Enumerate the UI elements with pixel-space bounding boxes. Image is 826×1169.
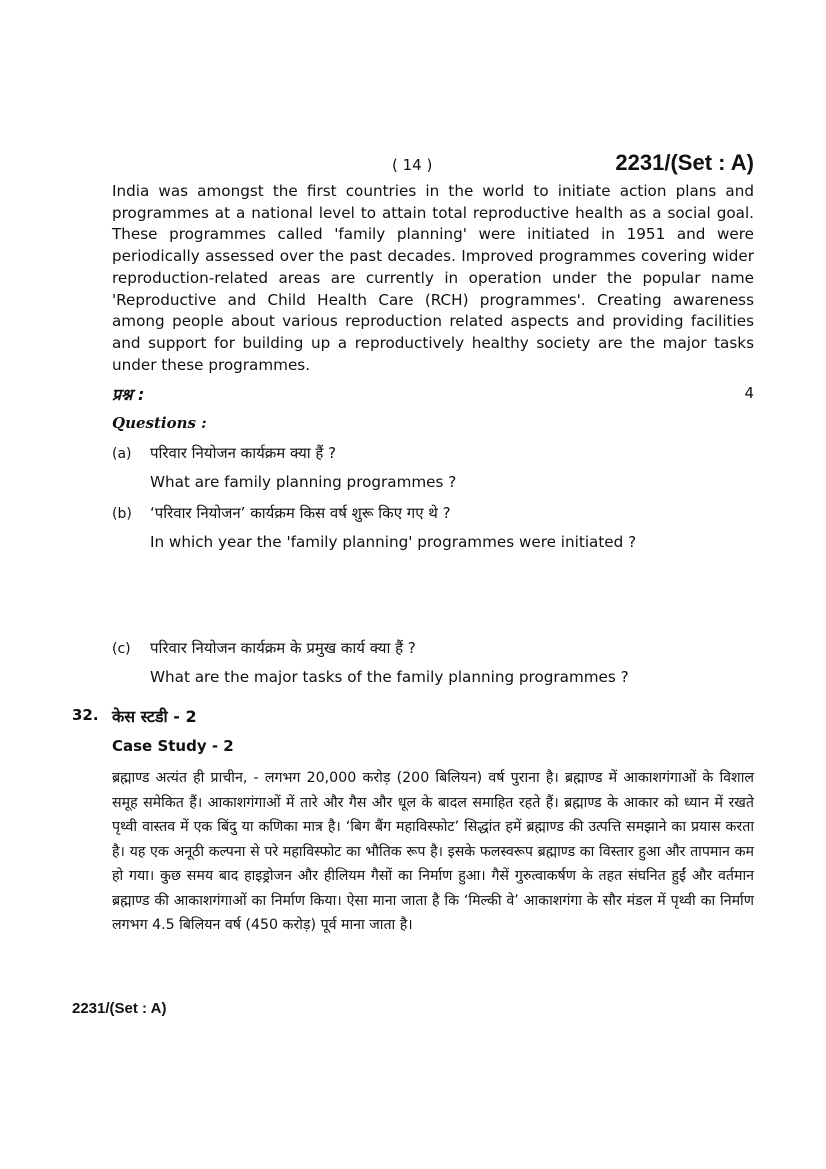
paper-code-footer: 2231/(Set : A) (72, 1000, 167, 1017)
question-a-english: What are family planning programmes ? (150, 473, 457, 491)
question-b-english: In which year the 'family planning' programmes were initiated ? (150, 533, 637, 551)
question-32-number: 32. (72, 706, 99, 724)
question-c-hindi: परिवार नियोजन कार्यक्रम के प्रमुख कार्य क्या हैं ? (150, 639, 416, 657)
paper-code-header: 2231/(Set : A) (615, 150, 754, 175)
question-b-hindi: ‘परिवार नियोजन’ कार्यक्रम किस वर्ष शुरू किए गए थे ? (150, 504, 451, 522)
case-study-title-hindi: केस स्टडी - 2 (112, 707, 197, 726)
page-number: ( 14 ) (392, 156, 433, 174)
passage-family-planning: India was amongst the first countries in the world to initiate action plans and programmes at a national level to attain total reproductive health as a social goal. These programmes called 'family planning' were initiated in 1951 and were periodically assessed over the past decades. Improved programmes covering wider reproduction-related areas are currently in operation under the popular name 'Reproductive and Child Health Care (RCH) programmes'. Creating awareness among people about various reproduction related aspects and providing facilities and support for building up a reproductively healthy society are the major tasks under these programmes. (112, 182, 754, 374)
questions-heading-english: Questions : (112, 414, 207, 432)
marks: 4 (744, 384, 754, 402)
question-a-hindi: परिवार नियोजन कार्यक्रम क्या हैं ? (150, 444, 337, 462)
question-c-english: What are the major tasks of the family planning programmes ? (150, 668, 629, 686)
question-a-label: (a) (112, 446, 132, 462)
question-b-label: (b) (112, 506, 132, 522)
question-c-label: (c) (112, 641, 131, 657)
questions-heading-hindi: प्रश्न : (112, 385, 145, 404)
case-study-title-english: Case Study - 2 (112, 737, 234, 755)
passage-universe-hindi: ब्रह्माण्ड अत्यंत ही प्राचीन, - लगभग 20,000 करोड़ (200 बिलियन) वर्ष पुराना है। ब्रह्माण्ड में आकाशगंगाओं के विशाल समूह समेकित हैं। आकाशगंगाओं में तारे और गैस और धूल के बादल समाहित रहते हैं। ब्रह्माण्ड के आकार को ध्यान में रखते पृथ्वी वास्तव में एक बिंदु या कणिका मात्र है। ‘बिग बैंग महाविस्फोट’ सिद्धांत हमें ब्रह्माण्ड की उत्पत्ति समझाने का प्रयास करता है। यह एक अनूठी कल्पना से परे महाविस्फोट का भौतिक रूप है। इसके फलस्वरूप ब्रह्माण्ड का विस्तार हुआ और तापमान कम हो गया। कुछ समय बाद हाइड्रोजन और हीलियम गैसों का निर्माण हुआ। गैसें गुरुत्वाकर्षण के तहत संघनित हुईं और वर्तमान ब्रह्माण्ड की आकाशगंगाओं का निर्माण किया। ऐसा माना जाता है कि ‘मिल्की वे’ आकाशगंगा के सौर मंडल में पृथ्वी का निर्माण लगभग 4.5 बिलियन वर्ष (450 करोड़) पूर्व माना जाता है। (112, 770, 754, 933)
